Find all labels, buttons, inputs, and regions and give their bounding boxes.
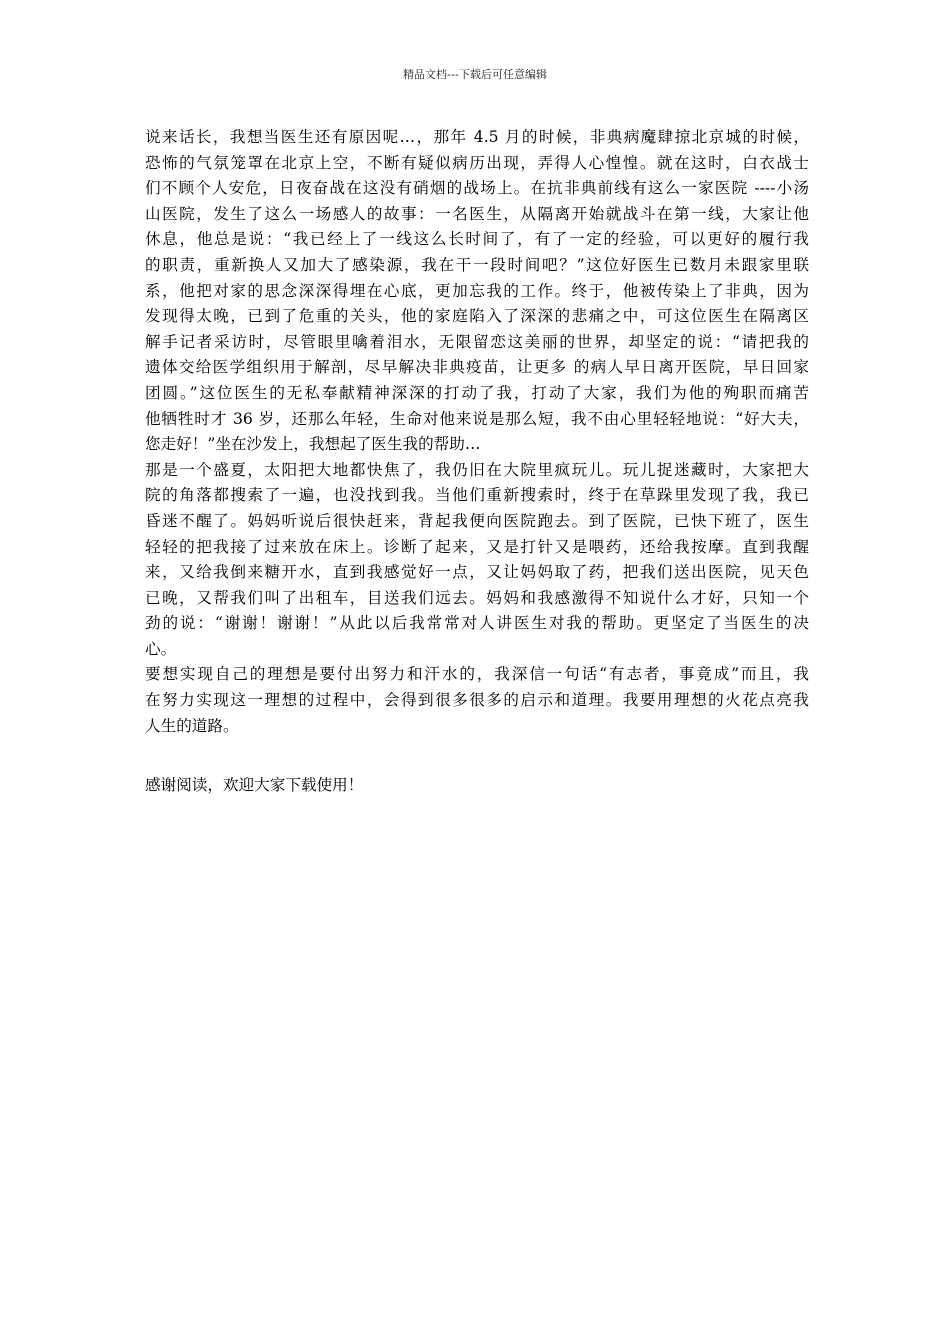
text-line: 人生的道路。 [145, 716, 239, 735]
text-line: 的职责，重新换人又加大了感染源，我在干一段时间吧？”这位好医生已数月未跟家里联 [145, 255, 809, 274]
paragraph-summer-memory [145, 458, 809, 663]
text-line: 团圆。”这位医生的无私奉献精神深深的打动了我，打动了大家，我们为他的殉职而痛苦 [145, 383, 809, 402]
text-line: 解手记者采访时，尽管眼里噙着泪水，无限留恋这美丽的世界，却坚定的说：“请把我的 [145, 332, 809, 351]
text-line: 系，他把对家的思念深深得埋在心底，更加忘我的工作。终于，他被传染上了非典，因为 [145, 281, 809, 300]
text-line: 发现得太晚，已到了危重的关头，他的家庭陷入了深深的悲痛之中，可这位医生在隔离区 [145, 307, 809, 326]
text-line: 他牺牲时才 36 岁，还那么年轻，生命对他来说是那么短，我不由心里轻轻地说：“好大夫， [145, 409, 809, 428]
text-line: 要想实现自己的理想是要付出努力和汗水的，我深信一句话“有志者，事竟成”而且，我 [145, 665, 809, 684]
text-line: 轻轻的把我接了过来放在床上。诊断了起来，又是打针又是喂药，还给我按摩。直到我醒 [145, 537, 809, 556]
text-line: 劲的说：“谢谢！谢谢！”从此以后我常常对人讲医生对我的帮助。更坚定了当医生的决 [145, 614, 809, 633]
text-line: 们不顾个人安危，日夜奋战在这没有硝烟的战场上。在抗非典前线有这么一家医院 ----小汤 [145, 179, 809, 198]
text-line: 昏迷不醒了。妈妈听说后很快赶来，背起我便向医院跑去。到了医院，已快下班了，医生 [145, 511, 809, 530]
paragraph-ideal [145, 662, 809, 739]
text-line: 院的角落都搜索了一遍，也没找到我。当他们重新搜索时，终于在草跺里发现了我，我已 [145, 486, 809, 505]
text-line: 来，又给我倒来糖开水，直到我感觉好一点，又让妈妈取了药，把我们送出医院，见天色 [145, 563, 809, 582]
text-line: 已晚，又帮我们叫了出租车，目送我们远去。妈妈和我感激得不知说什么才好，只知一个 [145, 588, 809, 607]
text-line: 恐怖的气氛笼罩在北京上空，不断有疑似病历出现，弄得人心惶惶。就在这时，白衣战士 [145, 153, 809, 172]
text-line: 山医院，发生了这么一场感人的故事：一名医生，从隔离开始就战斗在第一线，大家让他 [145, 204, 809, 223]
paragraph-doctor-story [145, 125, 809, 458]
text-line: 心。 [145, 639, 177, 658]
document-body [145, 125, 809, 739]
text-line: 遗体交给医学组织用于解剖，尽早解决非典疫苗，让更多 的病人早日离开医院，早日回家 [145, 358, 809, 377]
closing-note: 感谢阅读，欢迎大家下载使用！ [145, 776, 364, 794]
text-line: 说来话长，我想当医生还有原因呢…，那年 4.5 月的时候，非典病魔肆掠北京城的时候， [145, 128, 809, 146]
text-line: 那是一个盛夏，太阳把大地都快焦了，我仍旧在大院里疯玩儿。玩儿捉迷藏时，大家把大 [145, 460, 809, 479]
page-header: 精品文档---下载后可任意编辑 [403, 68, 547, 81]
text-line: 您走好！”坐在沙发上，我想起了医生我的帮助… [145, 435, 481, 454]
text-line: 休息，他总是说：“我已经上了一线这么长时间了，有了一定的经验，可以更好的履行我 [145, 230, 809, 249]
text-line: 在努力实现这一理想的过程中，会得到很多很多的启示和道理。我要用理想的火花点亮我 [145, 691, 809, 710]
